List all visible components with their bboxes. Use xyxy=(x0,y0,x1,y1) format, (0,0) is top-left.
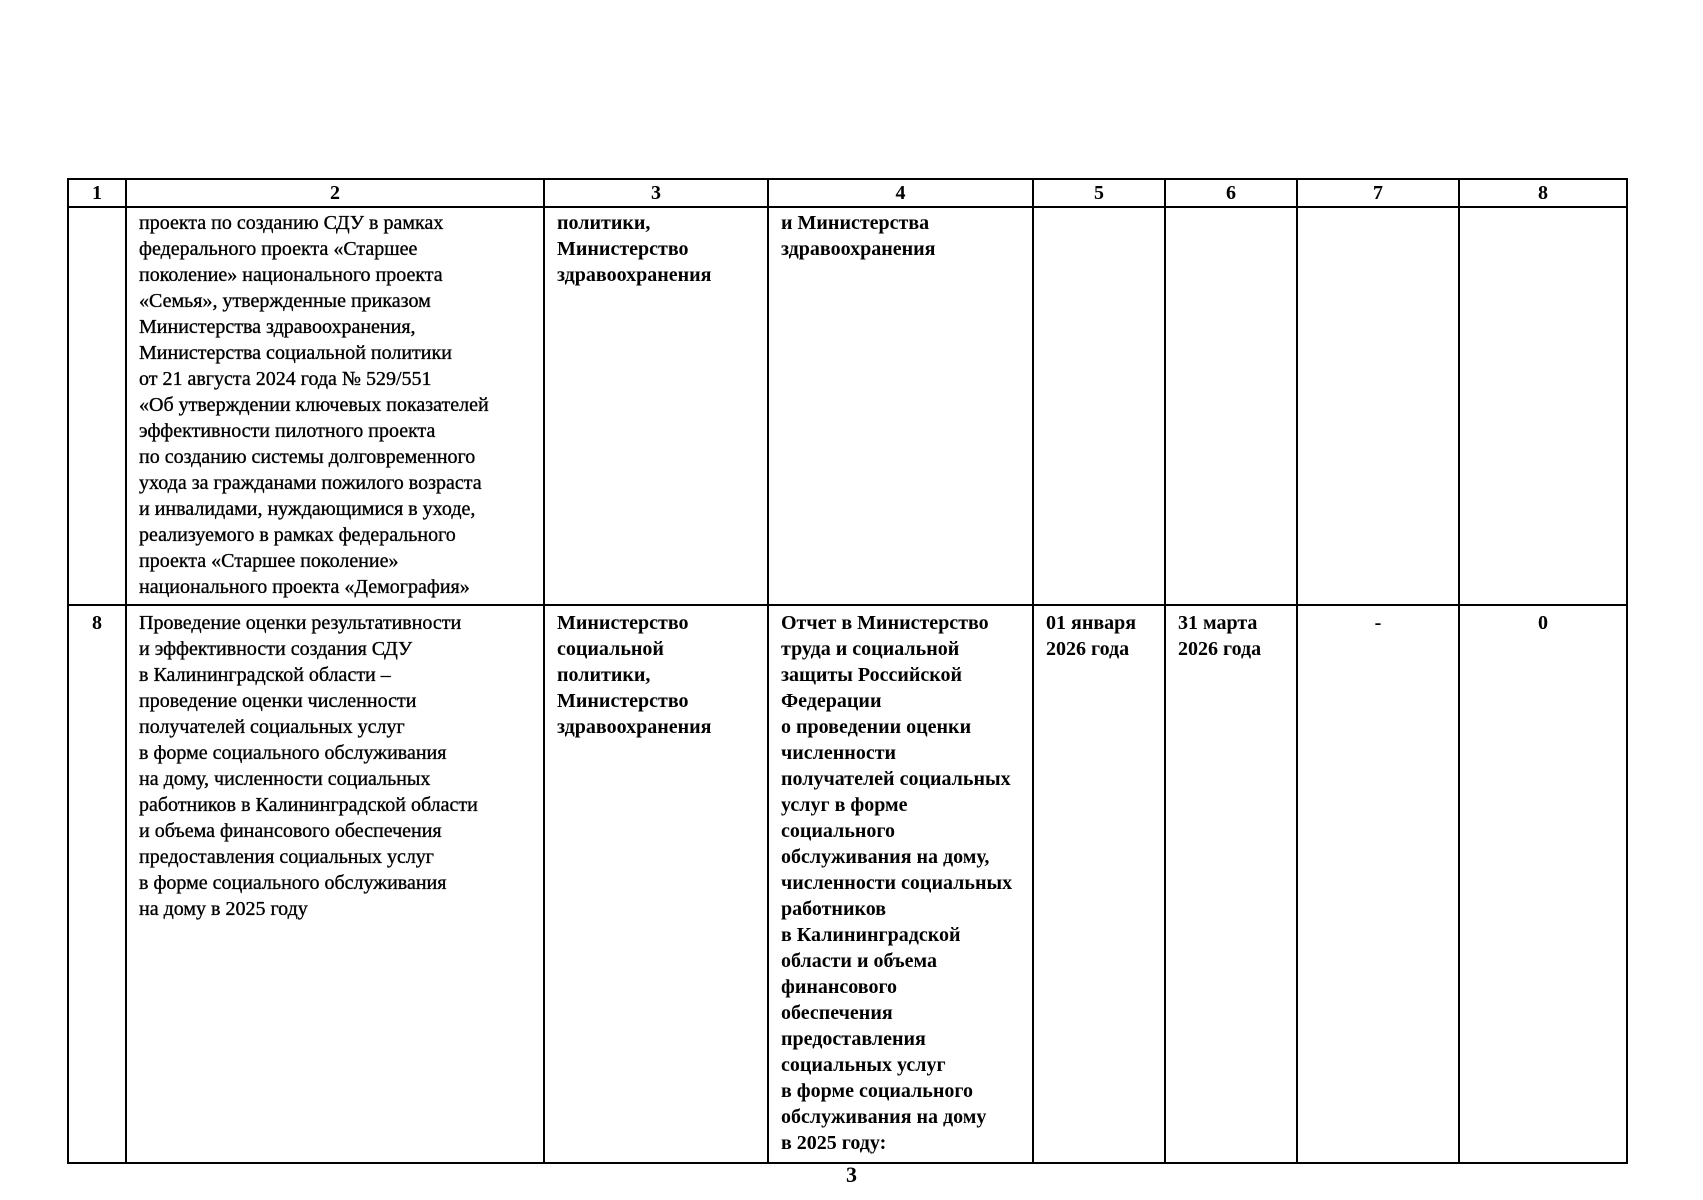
start-date-cell: 01 января 2026 года xyxy=(1033,605,1165,1163)
result-document-cell: Отчет в Министерство труда и социальной защиты Российской Федерации о проведении оценки численности получателей социальных услуг в форме социального обслуживания на дому, численности социальных работников в Калининградской области и объема финансового обеспечения предоставления социальных услуг в форме социального обслуживания на дому в 2025 году: xyxy=(768,605,1033,1163)
responsible-executor-cell: политики, Министерство здравоохранения xyxy=(544,207,768,605)
row-number-cell xyxy=(68,207,126,605)
header-cell-5: 5 xyxy=(1033,179,1165,207)
end-date-cell xyxy=(1165,207,1297,605)
column-7-cell: - xyxy=(1297,605,1459,1163)
column-7-cell xyxy=(1297,207,1459,605)
table-header-row xyxy=(68,179,1627,207)
column-8-cell: 0 xyxy=(1459,605,1627,1163)
table-row xyxy=(68,207,1627,605)
header-cell-1: 1 xyxy=(68,179,126,207)
responsible-executor-cell: Министерство социальной политики, Министерство здравоохранения xyxy=(544,605,768,1163)
header-cell-7: 7 xyxy=(1297,179,1459,207)
header-cell-2: 2 xyxy=(126,179,544,207)
result-document-cell: и Министерства здравоохранения xyxy=(768,207,1033,605)
activity-plan-table xyxy=(67,178,1628,1164)
table-row xyxy=(68,605,1627,1163)
row-number-cell: 8 xyxy=(68,605,126,1163)
header-cell-3: 3 xyxy=(544,179,768,207)
activity-description-cell: Проведение оценки результативности и эффективности создания СДУ в Калининградской области – проведение оценки численности получателей социальных услуг в форме социального обслуживания на дому, численности социальных работников в Калининградской области и объема финансового обеспечения предоставления социальных услуг в форме социального обслуживания на дому в 2025 году xyxy=(126,605,544,1163)
end-date-cell: 31 марта 2026 года xyxy=(1165,605,1297,1163)
start-date-cell xyxy=(1033,207,1165,605)
header-cell-6: 6 xyxy=(1165,179,1297,207)
page-number: 3 xyxy=(846,1162,857,1187)
header-cell-4: 4 xyxy=(768,179,1033,207)
header-cell-8: 8 xyxy=(1459,179,1627,207)
activity-description-cell: проекта по созданию СДУ в рамках федерального проекта «Старшее поколение» национального проекта «Семья», утвержденные приказом Министерства здравоохранения, Министерства социальной политики от 21 августа 2024 года № 529/551 «Об утверждении ключевых показателей эффективности пилотного проекта по созданию системы долговременного ухода за гражданами пожилого возраста и инвалидами, нуждающимися в уходе, реализуемого в рамках федерального проекта «Старшее поколение» национального проекта «Демография» xyxy=(126,207,544,605)
column-8-cell xyxy=(1459,207,1627,605)
